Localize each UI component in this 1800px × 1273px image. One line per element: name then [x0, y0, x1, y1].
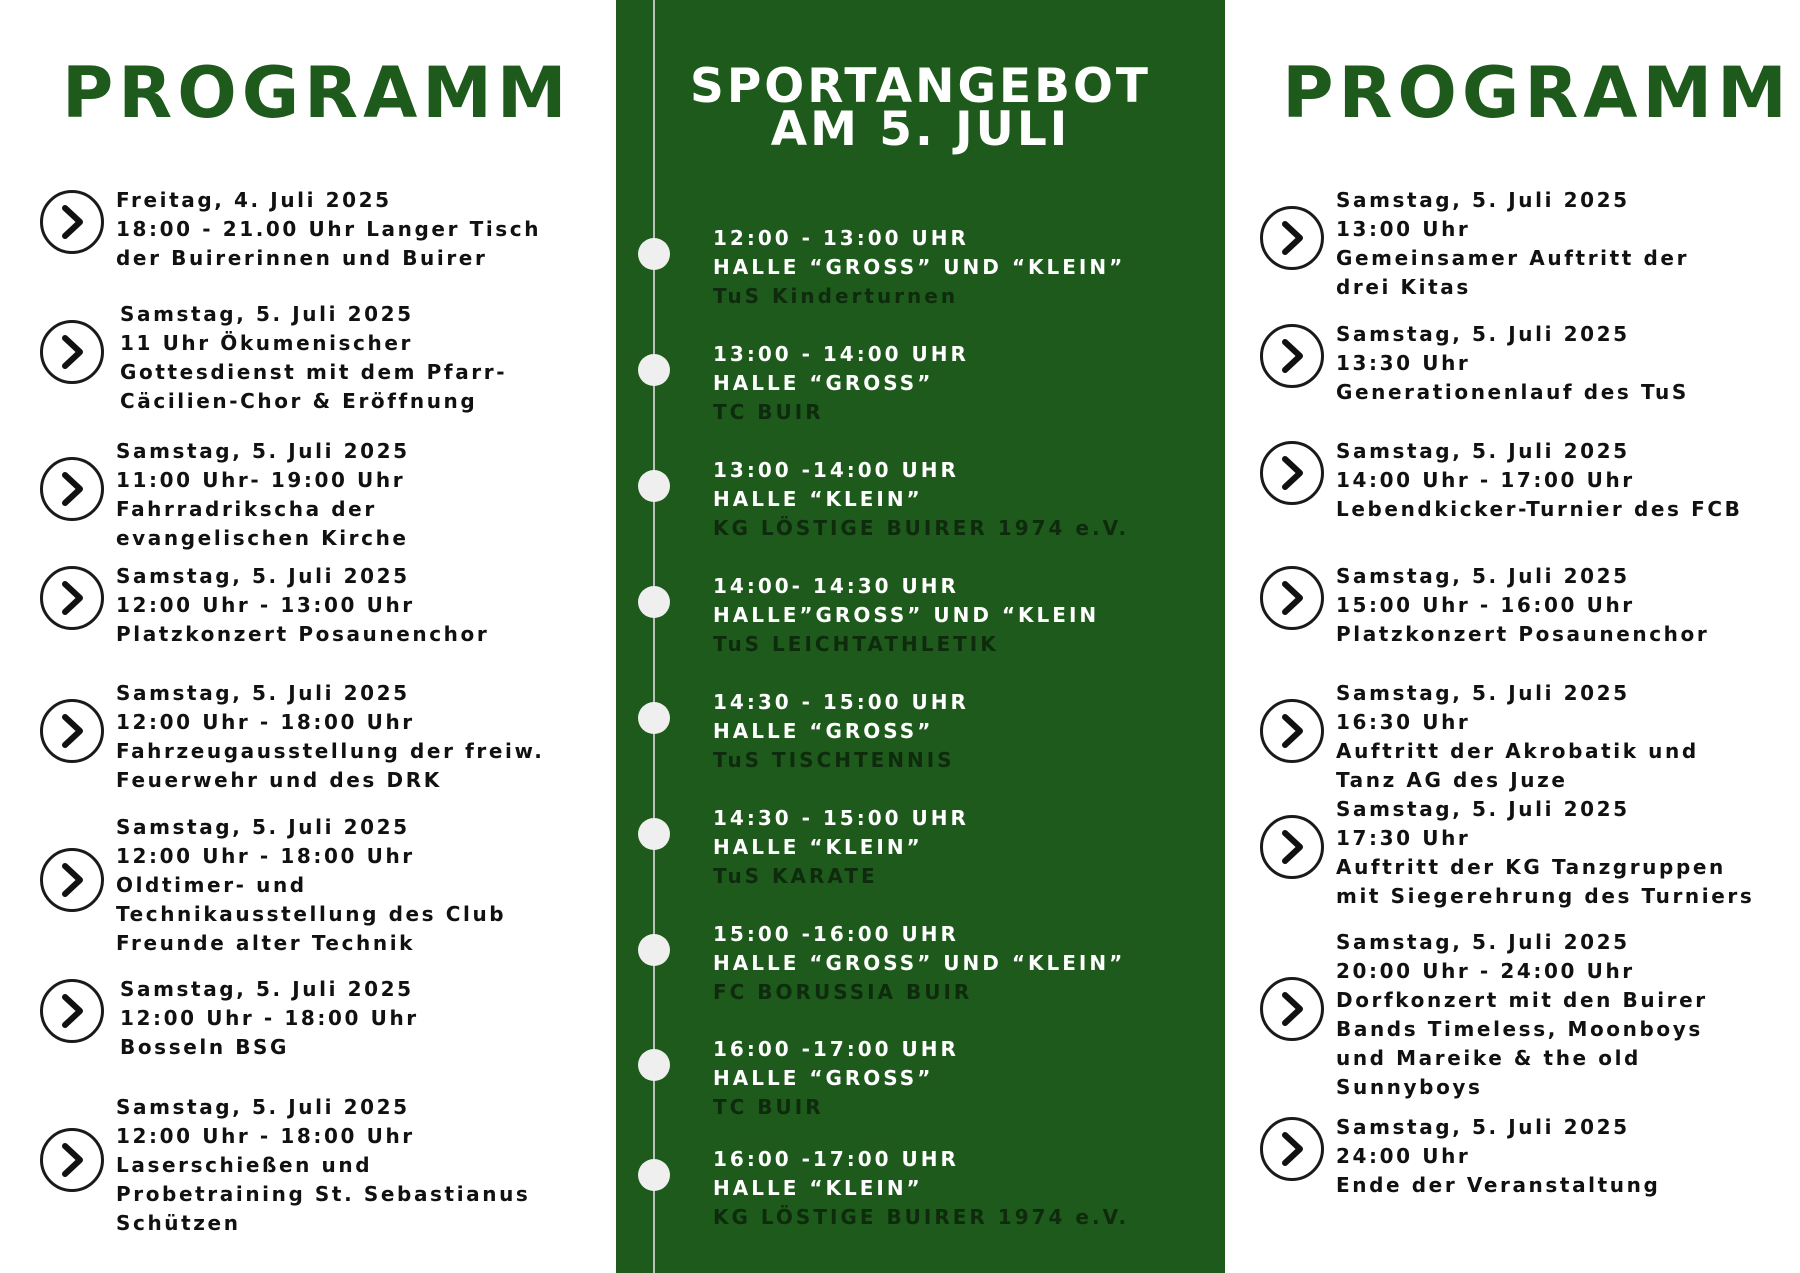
program-item-line: und Mareike & the old	[1336, 1046, 1641, 1070]
sport-slot-club: TuS LEICHTATHLETIK	[713, 632, 999, 656]
sport-slot-time: 14:30 - 15:00 UHR	[713, 690, 969, 714]
program-item-text	[1336, 320, 1689, 407]
program-item-line: 12:00 Uhr - 18:00 Uhr	[116, 844, 415, 868]
program-item-date: Samstag, 5. Juli 2025	[116, 815, 410, 839]
program-item-date: Samstag, 5. Juli 2025	[116, 1095, 410, 1119]
program-item-line: Tanz AG des Juze	[1336, 768, 1568, 792]
program-item-line: der Buirerinnen und Buirer	[116, 246, 488, 270]
sport-slot-hall: HALLE “GROSS” UND “KLEIN”	[713, 951, 1126, 975]
program-item-line: Bands Timeless, Moonboys	[1336, 1017, 1703, 1041]
program-item-line: mit Siegerehrung des Turniers	[1336, 884, 1755, 908]
program-item-line: Lebendkicker-Turnier des FCB	[1336, 497, 1743, 521]
program-item-date: Samstag, 5. Juli 2025	[1336, 322, 1630, 346]
program-item-text	[1336, 795, 1754, 911]
program-item-line: drei Kitas	[1336, 275, 1471, 299]
sport-slot-club: FC BORUSSIA BUIR	[713, 980, 973, 1004]
program-item-line: Freunde alter Technik	[116, 931, 416, 955]
program-item-line: Gemeinsamer Auftritt der	[1336, 246, 1690, 270]
program-item-line: 14:00 Uhr - 17:00 Uhr	[1336, 468, 1635, 492]
program-item-line: 18:00 - 21.00 Uhr Langer Tisch	[116, 217, 542, 241]
program-item-line: 12:00 Uhr - 18:00 Uhr	[116, 1124, 415, 1148]
program-item-line: Gottesdienst mit dem Pfarr-	[120, 360, 508, 384]
right-program-item	[1260, 928, 1708, 1102]
program-item-date: Samstag, 5. Juli 2025	[120, 302, 414, 326]
program-item-line: Laserschießen und	[116, 1153, 373, 1177]
program-item-date: Samstag, 5. Juli 2025	[1336, 681, 1630, 705]
program-item-line: 12:00 Uhr - 18:00 Uhr	[120, 1006, 419, 1030]
sport-slot-club: KG LÖSTIGE BUIRER 1974 e.V.	[713, 516, 1130, 540]
program-item-line: evangelischen Kirche	[116, 526, 409, 550]
right-heading: PROGRAMM	[1282, 52, 1792, 134]
program-item-line: Fahrzeugausstellung der freiw.	[116, 739, 545, 763]
sport-slot-club: TuS Kinderturnen	[713, 284, 959, 308]
program-item-date: Samstag, 5. Juli 2025	[1336, 439, 1630, 463]
right-program-item	[1260, 186, 1689, 302]
program-item-line: Platzkonzert Posaunenchor	[1336, 622, 1710, 646]
sport-slot-time: 14:30 - 15:00 UHR	[713, 806, 969, 830]
program-item-text	[1336, 437, 1742, 524]
program-item-date: Samstag, 5. Juli 2025	[120, 977, 414, 1001]
program-item-text	[1336, 679, 1699, 795]
left-heading: PROGRAMM	[62, 52, 572, 134]
chevron-right-icon	[1260, 566, 1324, 630]
sport-slot-time: 15:00 -16:00 UHR	[713, 922, 959, 946]
sport-slot-hall: HALLE”GROSS” UND “KLEIN	[713, 603, 1100, 627]
program-item-line: Sunnyboys	[1336, 1075, 1483, 1099]
program-item-line: Schützen	[116, 1211, 241, 1235]
program-item-line: 16:30 Uhr	[1336, 710, 1471, 734]
program-item-line: Feuerwehr und des DRK	[116, 768, 442, 792]
chevron-right-icon	[1260, 324, 1324, 388]
program-item-line: 24:00 Uhr	[1336, 1144, 1471, 1168]
program-item-text	[1336, 562, 1709, 649]
right-program-item	[1260, 679, 1699, 795]
program-item-line: Fahrradrikscha der	[116, 497, 377, 521]
chevron-right-icon	[1260, 206, 1324, 270]
program-item-line: Auftritt der KG Tanzgruppen	[1336, 855, 1726, 879]
program-item-line: Auftritt der Akrobatik und	[1336, 739, 1699, 763]
chevron-right-icon	[1260, 441, 1324, 505]
program-item-line: 15:00 Uhr - 16:00 Uhr	[1336, 593, 1635, 617]
program-item-line: Ende der Veranstaltung	[1336, 1173, 1661, 1197]
sport-slot-hall: HALLE “GROSS”	[713, 371, 934, 395]
program-item-date: Samstag, 5. Juli 2025	[1336, 797, 1630, 821]
program-item-line: 12:00 Uhr - 18:00 Uhr	[116, 710, 415, 734]
program-item-line: 17:30 Uhr	[1336, 826, 1471, 850]
program-item-line: 13:00 Uhr	[1336, 217, 1471, 241]
program-item-line: Probetraining St. Sebastianus	[116, 1182, 531, 1206]
sport-slot-club: TC BUIR	[713, 400, 824, 424]
chevron-right-icon	[1260, 699, 1324, 763]
program-item-date: Freitag, 4. Juli 2025	[116, 188, 392, 212]
program-item-date: Samstag, 5. Juli 2025	[116, 439, 410, 463]
program-item-line: Platzkonzert Posaunenchor	[116, 622, 490, 646]
sport-slot-hall: HALLE “GROSS”	[713, 1066, 934, 1090]
sport-slot-time: 13:00 -14:00 UHR	[713, 458, 959, 482]
sport-slot-club: TC BUIR	[713, 1095, 824, 1119]
sport-slot-hall: HALLE “GROSS”	[713, 719, 934, 743]
sport-slot-club: TuS KARATE	[713, 864, 878, 888]
right-program-item	[1260, 562, 1709, 649]
right-program-item	[1260, 437, 1742, 524]
program-item-line: Bosseln BSG	[120, 1035, 290, 1059]
sport-slot-hall: HALLE “KLEIN”	[713, 487, 923, 511]
program-item-date: Samstag, 5. Juli 2025	[1336, 188, 1630, 212]
chevron-right-icon	[1260, 977, 1324, 1041]
sport-title-line-2: AM 5. JULI	[770, 102, 1071, 157]
program-item-line: 20:00 Uhr - 24:00 Uhr	[1336, 959, 1635, 983]
program-item-date: Samstag, 5. Juli 2025	[1336, 930, 1630, 954]
program-item-line: Cäcilien-Chor & Eröffnung	[120, 389, 478, 413]
program-item-line: 11 Uhr Ökumenischer	[120, 331, 413, 355]
chevron-right-icon	[1260, 815, 1324, 879]
program-item-text	[1336, 186, 1689, 302]
sport-title-line-1: SPORTANGEBOT	[690, 59, 1151, 114]
program-item-date: Samstag, 5. Juli 2025	[1336, 1115, 1630, 1139]
program-item-date: Samstag, 5. Juli 2025	[116, 681, 410, 705]
right-program-item	[1260, 1113, 1660, 1200]
sport-slot-club: TuS TISCHTENNIS	[713, 748, 955, 772]
sport-slot-hall: HALLE “GROSS” UND “KLEIN”	[713, 255, 1126, 279]
sport-slot-time: 16:00 -17:00 UHR	[713, 1037, 959, 1061]
program-item-line: 13:30 Uhr	[1336, 351, 1471, 375]
program-item-text	[1336, 928, 1708, 1102]
program-item-line: Dorfkonzert mit den Buirer	[1336, 988, 1708, 1012]
program-item-line: Generationenlauf des TuS	[1336, 380, 1689, 404]
program-item-text	[1336, 1113, 1660, 1200]
sport-slot-hall: HALLE “KLEIN”	[713, 1176, 923, 1200]
program-item-date: Samstag, 5. Juli 2025	[116, 564, 410, 588]
sport-slot-time: 16:00 -17:00 UHR	[713, 1147, 959, 1171]
program-item-line: 11:00 Uhr- 19:00 Uhr	[116, 468, 406, 492]
chevron-right-icon	[1260, 1117, 1324, 1181]
sport-slot-time: 14:00- 14:30 UHR	[713, 574, 959, 598]
program-item-line: Technikausstellung des Club	[116, 902, 507, 926]
sport-slot-time: 12:00 - 13:00 UHR	[713, 226, 969, 250]
program-item-line: Oldtimer- und	[116, 873, 307, 897]
sport-slot-time: 13:00 - 14:00 UHR	[713, 342, 969, 366]
program-item-date: Samstag, 5. Juli 2025	[1336, 564, 1630, 588]
sport-slot-club: KG LÖSTIGE BUIRER 1974 e.V.	[713, 1205, 1130, 1229]
program-item-line: 12:00 Uhr - 13:00 Uhr	[116, 593, 415, 617]
right-program-item	[1260, 320, 1689, 407]
sport-slot-hall: HALLE “KLEIN”	[713, 835, 923, 859]
right-program-item	[1260, 795, 1754, 911]
